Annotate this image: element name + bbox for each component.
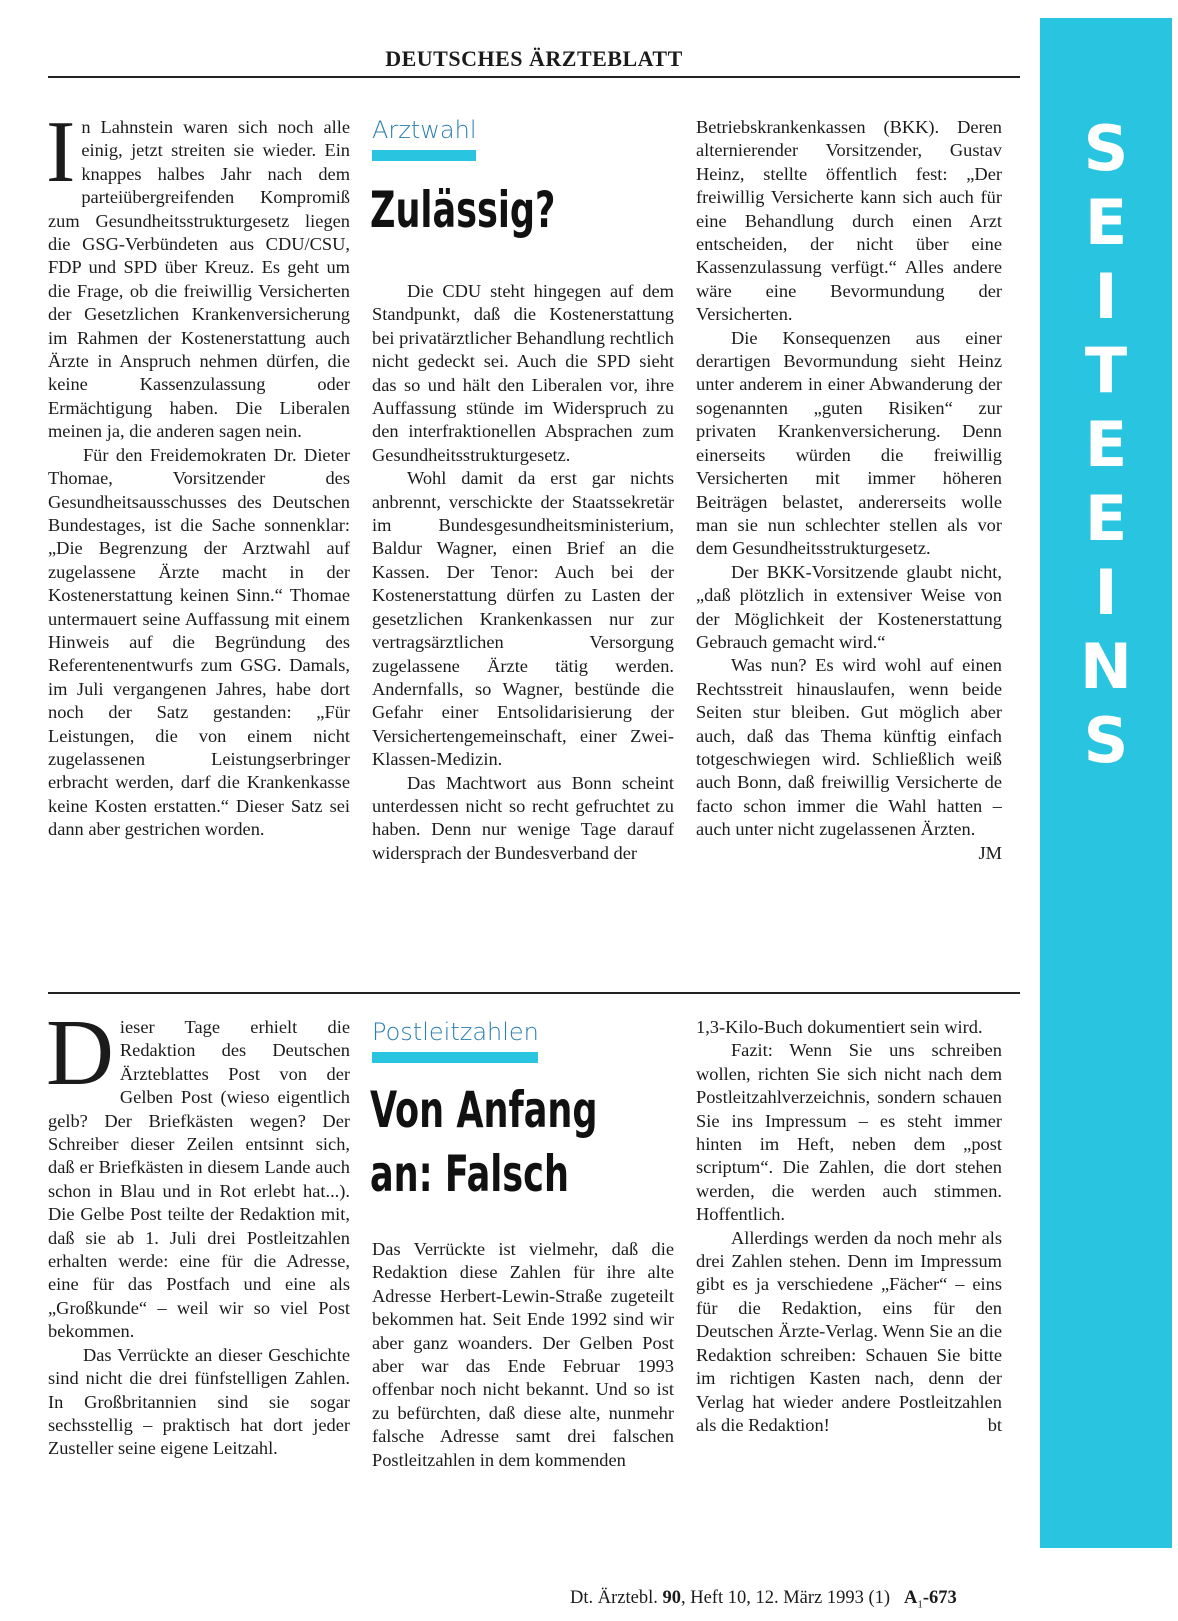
article1-paragraph: In Lahnstein waren sich noch alle einig, jetzt streiten sie wieder. Ein knappes halbes Jahr nach dem parteiübergreifenden Kompromiß zum Gesundheitsstrukturgesetz liegen die GSG-Verbündeten aus CDU/CSU, FDP und SPD über Kreuz. Es geht um die Frage, ob die freiwillig Versicherten der Gesetzlichen Krankenversicherung im Rahmen der Kostenerstattung auch Ärzte in Anspruch nehmen dürfen, die keine Kassenzulassung oder Ermächtigung haben. Die Liberalen meinen ja, die anderen sagen nein. [46,104,350,442]
article1-paragraph: Was nun? Es wird wohl auf einen Rechtsstreit hinauslaufen, wenn beide Seiten stur bleiben. Gut möglich aber auch, daß das Thema künftig einfach totgeschwiegen wird. Schließlich weiß auch Bonn, daß freiwillig Versicherte de facto schon immer die Wahl hatten – auch unter nicht zugelassenen Ärzten. JM [696,654,1002,841]
article1-paragraph: Betriebskrankenkassen (BKK). Deren alternierender Vorsitzender, Gustav Heinz, stellte öffentlich fest: „Der freiwillig Versicherte kann sich auch für eine Behandlung durch einen Arzt entscheiden, der nicht über eine Kassenzulassung verfügt.“ Alles andere wäre eine Bevormundung der Versicherten. [696,117,1002,325]
sidebar-letter: E [1084,408,1128,481]
footer-volume: 90 [662,1588,681,1608]
article2-column-2 [372,1238,674,1472]
footer-page-prefix: A [903,1588,918,1608]
article-divider [48,992,1020,994]
article2-kicker: Postleitzahlen [372,1018,539,1046]
article2-paragraph: Das Verrückte ist vielmehr, daß die Redaktion diese Zahlen für ihre alte Adresse Herbert-Lewin-Straße zugeteilt bekommen hat. Seit Ende 1992 sind wir aber ganz woanders. Der Gelben Post aber war das Ende Februar 1993 offenbar noch nicht bekannt. Und so ist zu befürchten, daß diese alte, nunmehr falsche Adresse samt drei falschen Postleitzahlen in dem kommenden [372,1239,674,1470]
article2-column-1 [46,1001,350,1461]
article1-paragraph: Der BKK-Vorsitzende glaubt nicht, „daß plötzlich in extensiver Weise von der Möglichkeit der Kostenerstattung Gebrauch gemacht wird.“ [696,561,1002,652]
article1-kicker: Arztwahl [372,116,477,144]
sidebar-letter: E [1084,482,1128,555]
article1-paragraph: Die CDU steht hingegen auf dem Standpunkt, daß die Kostenerstattung bei privatärztlicher Behandlung rechtlich nicht gedeckt sei. Auch die SPD sieht das so und hält den Liberalen vor, ihre Auffassung stünde im Widerspruch zu den interfraktionellen Absprachen zum Gesundheitsstrukturgesetz. [372,281,674,465]
sidebar-letter: T [1084,334,1128,407]
article1-column-1 [46,104,350,842]
sidebar-letter: E [1084,186,1128,259]
article1-kicker-bar [372,150,476,161]
sidebar-seite-eins [1040,18,1172,1548]
sidebar-letter: S [1083,704,1129,777]
masthead-rule [48,76,1020,78]
article2-headline-line-2: an: Falsch [370,1145,569,1203]
footer-issue: , Heft 10, 12. März 1993 (1) [680,1588,891,1608]
article1-paragraph: Die Konsequenzen aus einer derartigen Bevormundung sieht Heinz unter anderem in einer Abwanderung der sogenannten „guten Risiken“ zur privaten Krankenversicherung. Denn einerseits würden die freiwillig Versicherten mit immer höheren Beiträgen belastet, andererseits wolle man sie nun schlechter stellen als vor dem Gesundheitsstrukturgesetz. [696,327,1002,559]
sidebar-letter: I [1094,260,1118,333]
article2-paragraph: Das Verrückte an dieser Geschichte sind nicht die drei fünfstelligen Zahlen. In Großbritannien sind sie sogar sechsstellig – praktisch hat dort jeder Zusteller seine eigene Leitzahl. [48,1344,350,1459]
article2-kicker-bar [372,1052,538,1063]
dropcap: I [46,104,76,201]
dropcap: D [46,1001,114,1105]
article1-column-2 [372,280,674,865]
footer-page-sub: 1 [917,1598,923,1611]
article1-signature: JM [978,842,1002,863]
article1-headline: Zulässig? [370,181,556,239]
article2-signature: bt [987,1414,1002,1435]
sidebar-letter: N [1080,630,1132,703]
article2-paragraph: Dieser Tage erhielt die Redaktion des Deutschen Ärzteblattes Post von der Gelben Post (wieso eigentlich gelb? Der Briefkästen wegen? Der Schreiber dieser Zeilen entsinnt sich, daß er Briefkästen in diesem Lande auch schon in Blau und in Rot erlebt hat...). Die Gelbe Post teilte der Redaktion mit, daß sie ab 1. Juli drei Postleitzahlen erhalten werde: eine für die Adresse, eine für das Postfach und eine als „Großkunde“ – weil wir so viel Post bekommen. [46,1001,350,1342]
article2-paragraph: 1,3-Kilo-Buch dokumentiert sein wird. [696,1017,983,1037]
article1-paragraph: Für den Freidemokraten Dr. Dieter Thomae, Vorsitzender des Gesundheitsausschusses des Deutschen Bundestages, ist die Sache sonnenklar: „Die Begrenzung der Arztwahl auf zugelassene Ärzte macht in der Kostenerstattung keinen Sinn.“ Thomae untermauert seine Auffassung mit einem Hinweis auf die Begründung des Referentenentwurfs zum GSG. Damals, im Juli vergangenen Jahres, habe dort noch der Satz gestanden: „Für Leistungen, die von einem nicht zugelassenen Leistungserbringer erbracht werden, darf die Krankenkasse keine Kosten erstatten.“ Dieser Satz sei dann aber gestrichen worden. [48,444,350,840]
article2-paragraph: Fazit: Wenn Sie uns schreiben wollen, richten Sie sich nicht nach dem Postleitzahlverzeichnis, sondern schauen Sie ins Impressum – es steht immer hinten im Heft, neben dem „post scriptum“. Die Zahlen, die dort stehen werden, die werden auch stimmen. Hoffentlich. [696,1040,1002,1225]
article1-column-3 [696,116,1002,865]
article2-column-3 [696,1016,1002,1437]
page-footer [570,1588,1078,1611]
article1-paragraph: Das Machtwort aus Bonn scheint unterdessen nicht so recht gefruchtet zu haben. Denn nur wenige Tage darauf widersprach der Bundesverband der [372,772,674,863]
sidebar-letter: S [1083,112,1129,185]
footer-journal: Dt. Ärztebl. [570,1588,658,1608]
article1-paragraph: Wohl damit da erst gar nichts anbrennt, verschickte der Staatssekretär im Bundesgesundheitsministerium, Baldur Wagner, einen Brief an die Kassen. Der Tenor: Auch bei der Kostenerstattung dürfen zu Lasten der gesetzlichen Krankenkassen nur zur vertragsärztlichen Versorgung zugelassene Ärzte tätig werden. Andernfalls, so Wagner, bestünde die Gefahr einer Entsolidarisierung der Versichertengemeinschaft, einer Zwei-Klassen-Medizin. [372,468,674,770]
masthead: DEUTSCHES ÄRZTEBLATT [385,46,683,71]
article2-headline-line-1: Von Anfang [370,1081,598,1139]
article2-paragraph: Allerdings werden da noch mehr als drei Zahlen stehen. Denn im Impressum gibt es ja verschiedene „Fächer“ – eins für die Redaktion, eins für den Deutschen Ärzte-Verlag. Wenn Sie an die Redaktion schreiben: Schauen Sie bitte im richtigen Kasten nach, denn der Verlag hat wieder andere Postleitzahlen als die Redaktion! bt [696,1227,1002,1438]
sidebar-letter: I [1094,556,1118,629]
footer-page-number: -673 [922,1588,957,1608]
